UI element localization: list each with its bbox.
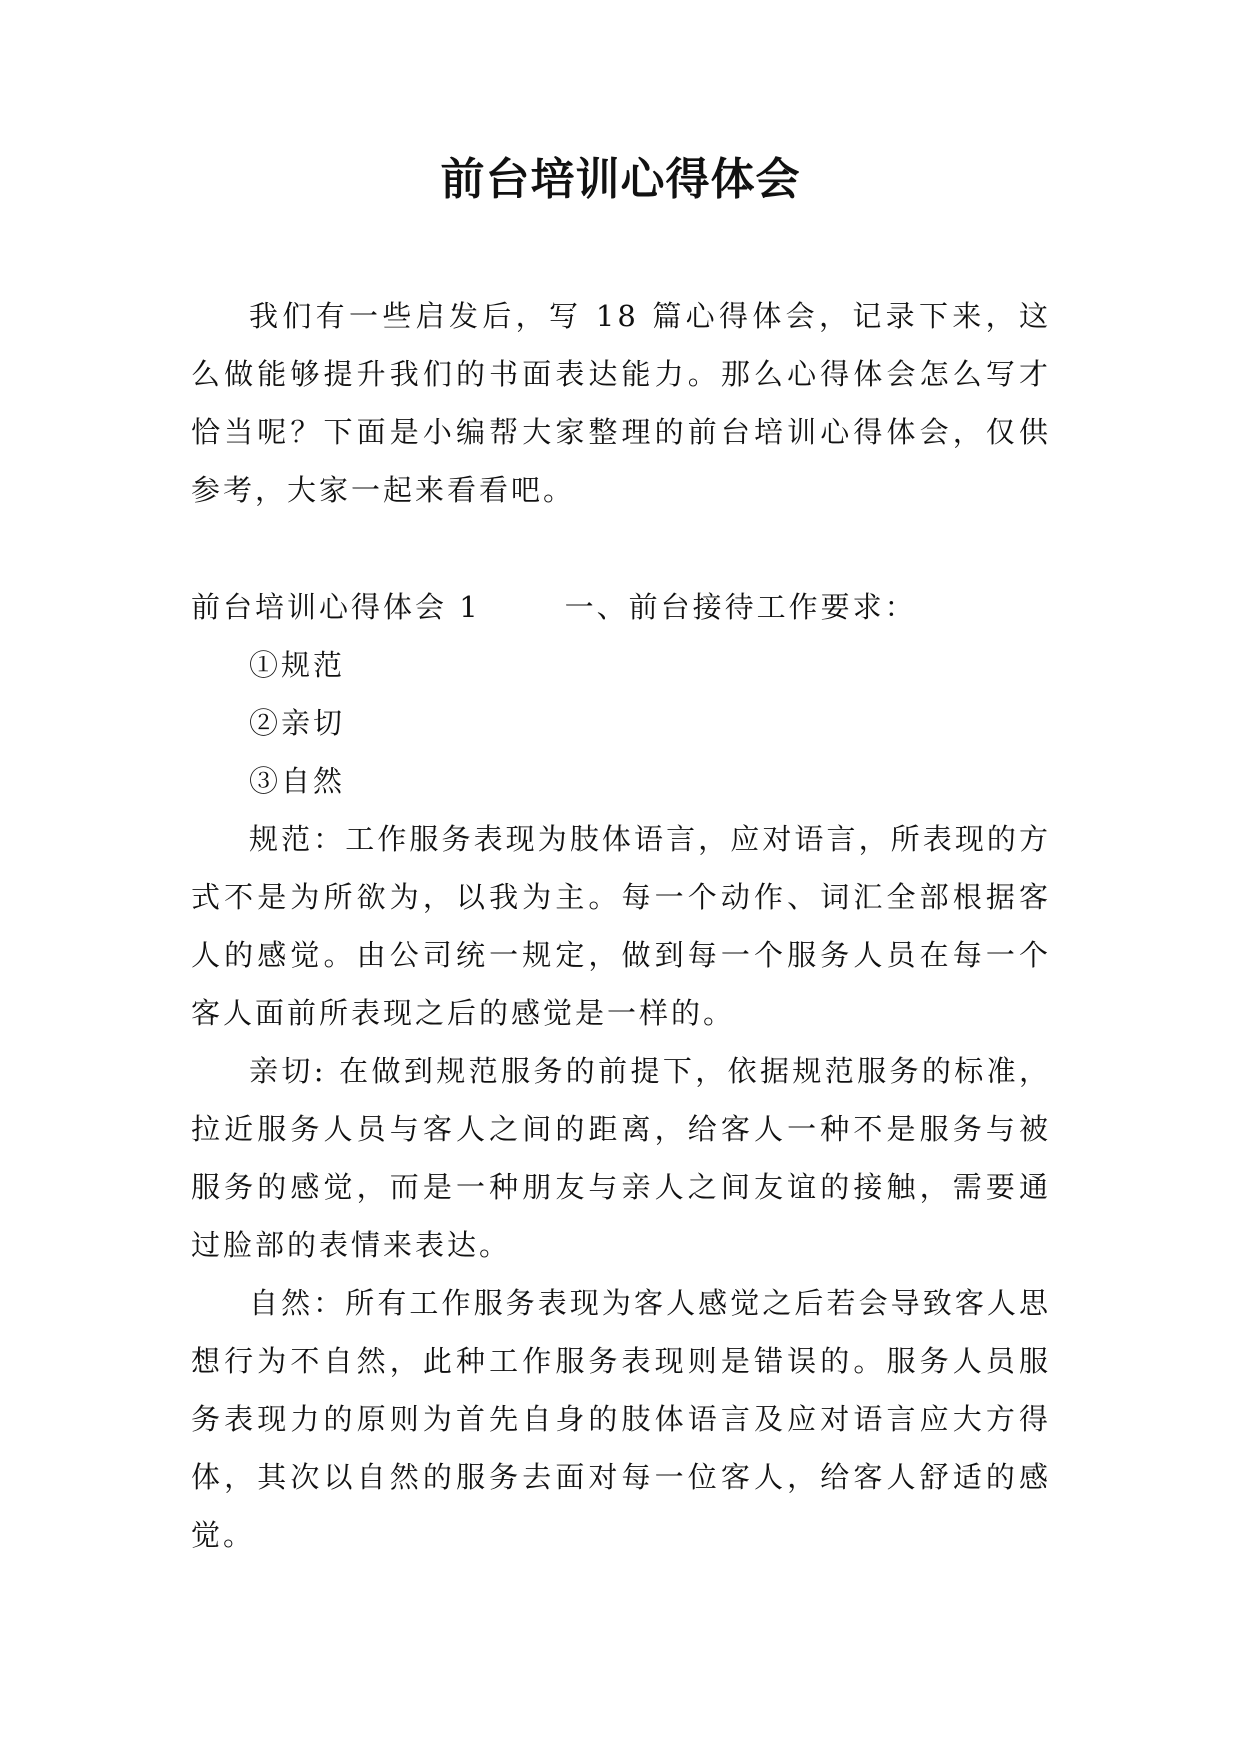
requirement-item-natural: ③自然 — [249, 764, 346, 798]
intro-paragraph: 我们有一些启发后，写 18 篇心得体会，记录下来，这么做能够提升我们的书面表达能力。那么心得体会怎么写才恰当呢？下面是小编帮大家整理的前台培训心得体会，仅供参考，大家一起来看看吧。 — [191, 299, 1051, 507]
friendly-paragraph: 亲切: 在做到规范服务的前提下，依据规范服务的标准，拉近服务人员与客人之间的距离，给客人一种不是服务与被服务的感觉，而是一种朋友与亲人之间友谊的接触，需要通过脸部的表情来表达。 — [191, 1054, 1051, 1262]
document-title: 前台培训心得体会 — [440, 154, 801, 205]
requirement-item-friendly: ②亲切 — [249, 706, 346, 740]
standard-paragraph: 规范：工作服务表现为肢体语言，应对语言，所表现的方式不是为所欲为，以我为主。每一个动作、词汇全部根据客人的感觉。由公司统一规定，做到每一个服务人员在每一个客人面前所表现之后的感觉是一样的。 — [191, 822, 1051, 1030]
section-heading-line — [191, 578, 1051, 636]
training-section — [191, 578, 1051, 1564]
natural-paragraph: 自然：所有工作服务表现为客人感觉之后若会导致客人思想行为不自然，此种工作服务表现则是错误的。服务人员服务表现力的原则为首先自身的肢体语言及应对语言应大方得体，其次以自然的服务去面对每一位客人，给客人舒适的感觉。 — [191, 1286, 1051, 1552]
section-subheading: 一、前台接待工作要求： — [564, 590, 917, 624]
requirement-item-standard: ①规范 — [249, 648, 346, 682]
section-heading: 前台培训心得体会 1 — [191, 590, 481, 624]
intro-section — [191, 287, 1051, 519]
